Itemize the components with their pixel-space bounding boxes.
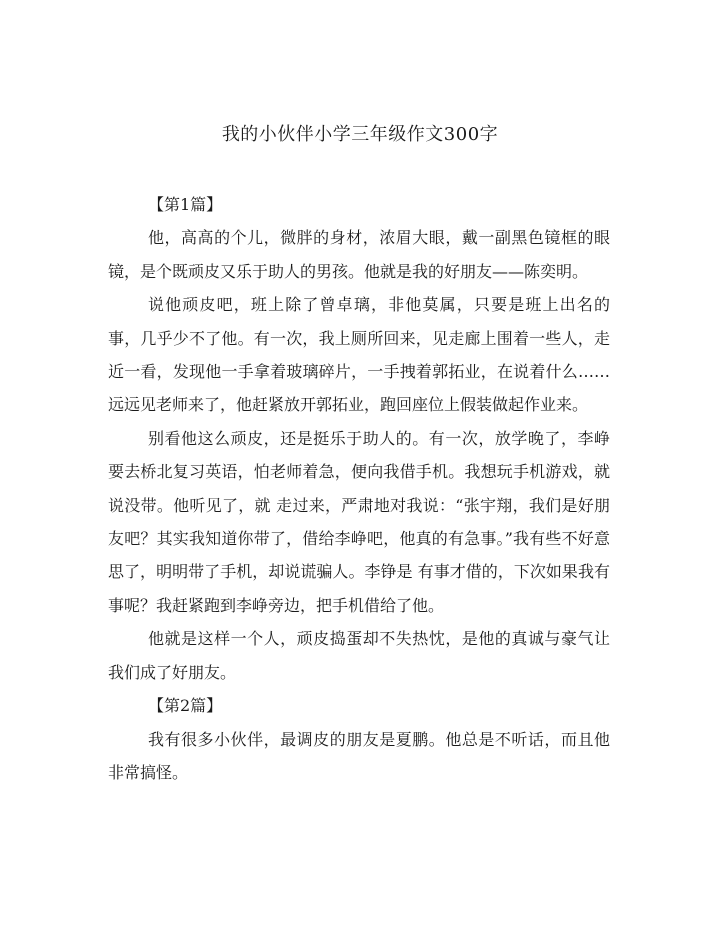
document-title: 我的小伙伴小学三年级作文300字 bbox=[221, 124, 499, 145]
paragraph: 说他顽皮吧，班上除了曾卓璃，非他莫属，只要是班上出名的事，几乎少不了他。有一次，我上厕所回来，见走廊上围着一些人，走近一看，发现他一手拿着玻璃碎片，一手拽着郭拓业，在说着什么……远远见老师来了，他赶紧放开郭拓业，跑回座位上假装做起作业来。 bbox=[108, 295, 610, 415]
paragraph: 我有很多小伙伴，最调皮的朋友是夏鹏。他总是不听话，而且他非常搞怪。 bbox=[108, 729, 610, 782]
document-body bbox=[108, 188, 610, 789]
section-label-2: 【第2篇】 bbox=[148, 696, 223, 716]
paragraph: 他就是这样一个人，顽皮捣蛋却不失热忱，是他的真诚与豪气让我们成了好朋友。 bbox=[108, 629, 610, 682]
paragraph: 他，高高的个儿，微胖的身材，浓眉大眼，戴一副黑色镜框的眼镜，是个既顽皮又乐于助人的男孩。他就是我的好朋友——陈奕明。 bbox=[108, 228, 610, 281]
paragraph: 别看他这么顽皮，还是挺乐于助人的。有一次，放学晚了，李峥要去桥北复习英语，怕老师着急，便向我借手机。我想玩手机游戏，就说没带。他听见了，就 走过来，严肃地对我说：“张宇翔，我们是好朋友吧？其实我知道你带了，借给李峥吧，他真的有急事。”我有些不好意思了，明明带了手机，却说谎骗人。李铮是 有事才借的，下次如果我有事呢？我赶紧跑到李峥旁边，把手机借给了他。 bbox=[108, 428, 610, 615]
section-label-1: 【第1篇】 bbox=[148, 195, 223, 214]
